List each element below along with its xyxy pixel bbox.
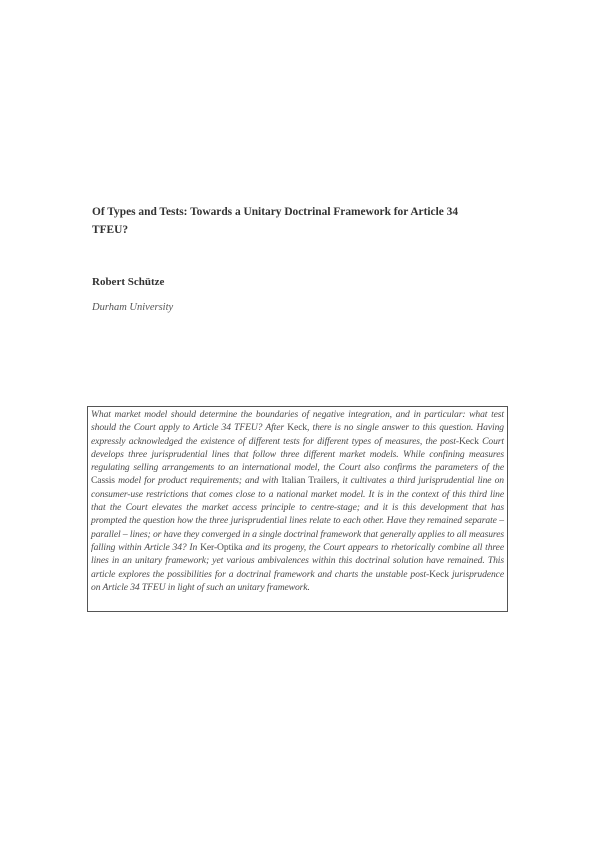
abstract-segment: jurisprudence on Article 34 TFEU in light of such an unitary framework.: [91, 568, 504, 593]
case-name-keck: Keck: [287, 422, 308, 434]
abstract-box: [87, 406, 508, 612]
abstract-segment: , there is no single answer to this question. Having expressly acknowledged the existence of different tests for different types of measures, the post-: [91, 422, 505, 447]
abstract-segment: , it cultivates a third jurisprudential line on consumer-use restrictions that comes close to a national market model. It is in the context of this third line that the Court elevates the market access principle to centre-stage; and it is this development that has prompted the question how the three jurisprudential lines relate to each other. Have they remained separate – parallel – lines; or have they converged in a single doctrinal framework that generally applies to all measures falling within Article 34? In: [91, 475, 504, 553]
abstract-segment: Court develops three jurisprudential lines that follow three different market models. While confining measures regulating selling arrangements to an international model, the Court also confirms the parameters of the: [91, 435, 504, 474]
author-affiliation: Durham University: [92, 302, 174, 313]
case-name-keck: Keck: [458, 435, 479, 447]
case-name-italian-trailers: Italian Trailers: [281, 475, 337, 487]
paper-title: Of Types and Tests: Towards a Unitary Doctrinal Framework for Article 34 TFEU?: [92, 206, 459, 236]
abstract-segment: and its progeny, the Court appears to rhetorically combine all three lines in an unitary framework; yet various ambivalences within this doctrinal solution have remained. This article explores the possibilities for a doctrinal framework and charts the unstable post-: [91, 541, 504, 580]
case-name-ker-optika: Ker-Optika: [200, 541, 243, 553]
author-name: Robert Schütze: [92, 276, 165, 288]
abstract-segment: What market model should determine the boundaries of negative integration, and in particular: what test should the Court apply to Article 34 TFEU? After: [91, 409, 504, 434]
abstract-text: [91, 408, 504, 594]
case-name-cassis: Cassis: [91, 475, 115, 487]
abstract-segment: model for product requirements; and with: [114, 475, 282, 487]
case-name-keck: Keck: [429, 568, 449, 580]
